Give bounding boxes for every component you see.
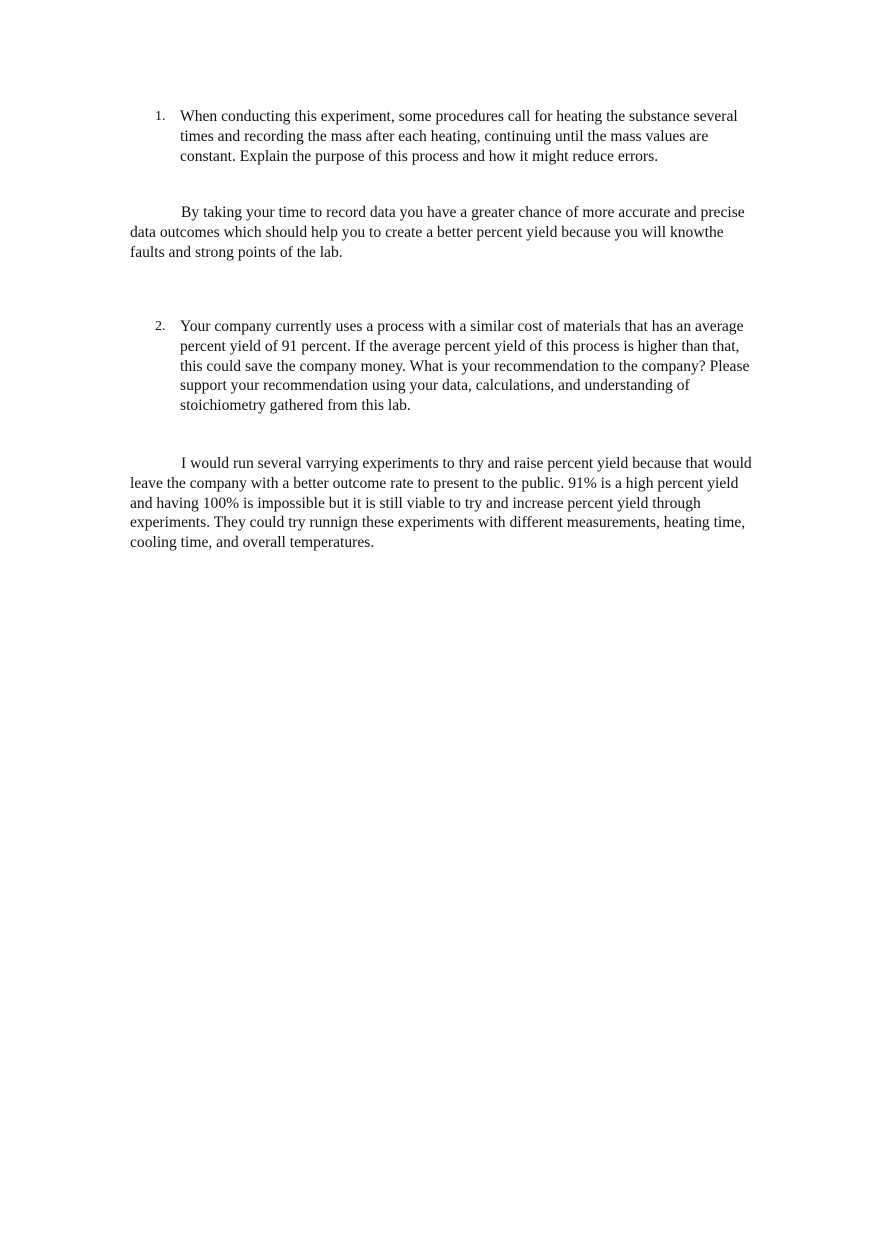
question-text: Your company currently uses a process with a similar cost of materials that has an average percent yield of 91 percent. If the average percent yield of this process is higher than that, this could save the company money. What is your recommendation to the company? Please support your recommendation using your data, calculations, and understanding of stoichiometry gathered from this lab. [180,318,750,415]
answer-1: By taking your time to record data you have a greater chance of more accurate and precise data outcomes which should help you to create a better percent yield because you will knowthe faults and strong points of the lab. [130,204,745,261]
answer-2: I would run several varrying experiments to thry and raise percent yield because that would leave the company with a better outcome rate to present to the public. 91% is a high percent yield and having 100% is impossible but it is still viable to try and increase percent yield through experiments. They could try runnign these experiments with different measurements, heating time, cooling time, and overall temperatures. [130,455,752,552]
question-number: 2. [155,319,166,334]
question-text: When conducting this experiment, some procedures call for heating the substance several times and recording the mass after each heating, continuing until the mass values are constant. Explain the purpose of this process and how it might reduce errors. [180,108,738,165]
question-number: 1. [155,109,166,124]
question-2 [155,317,755,437]
question-1 [155,107,755,187]
